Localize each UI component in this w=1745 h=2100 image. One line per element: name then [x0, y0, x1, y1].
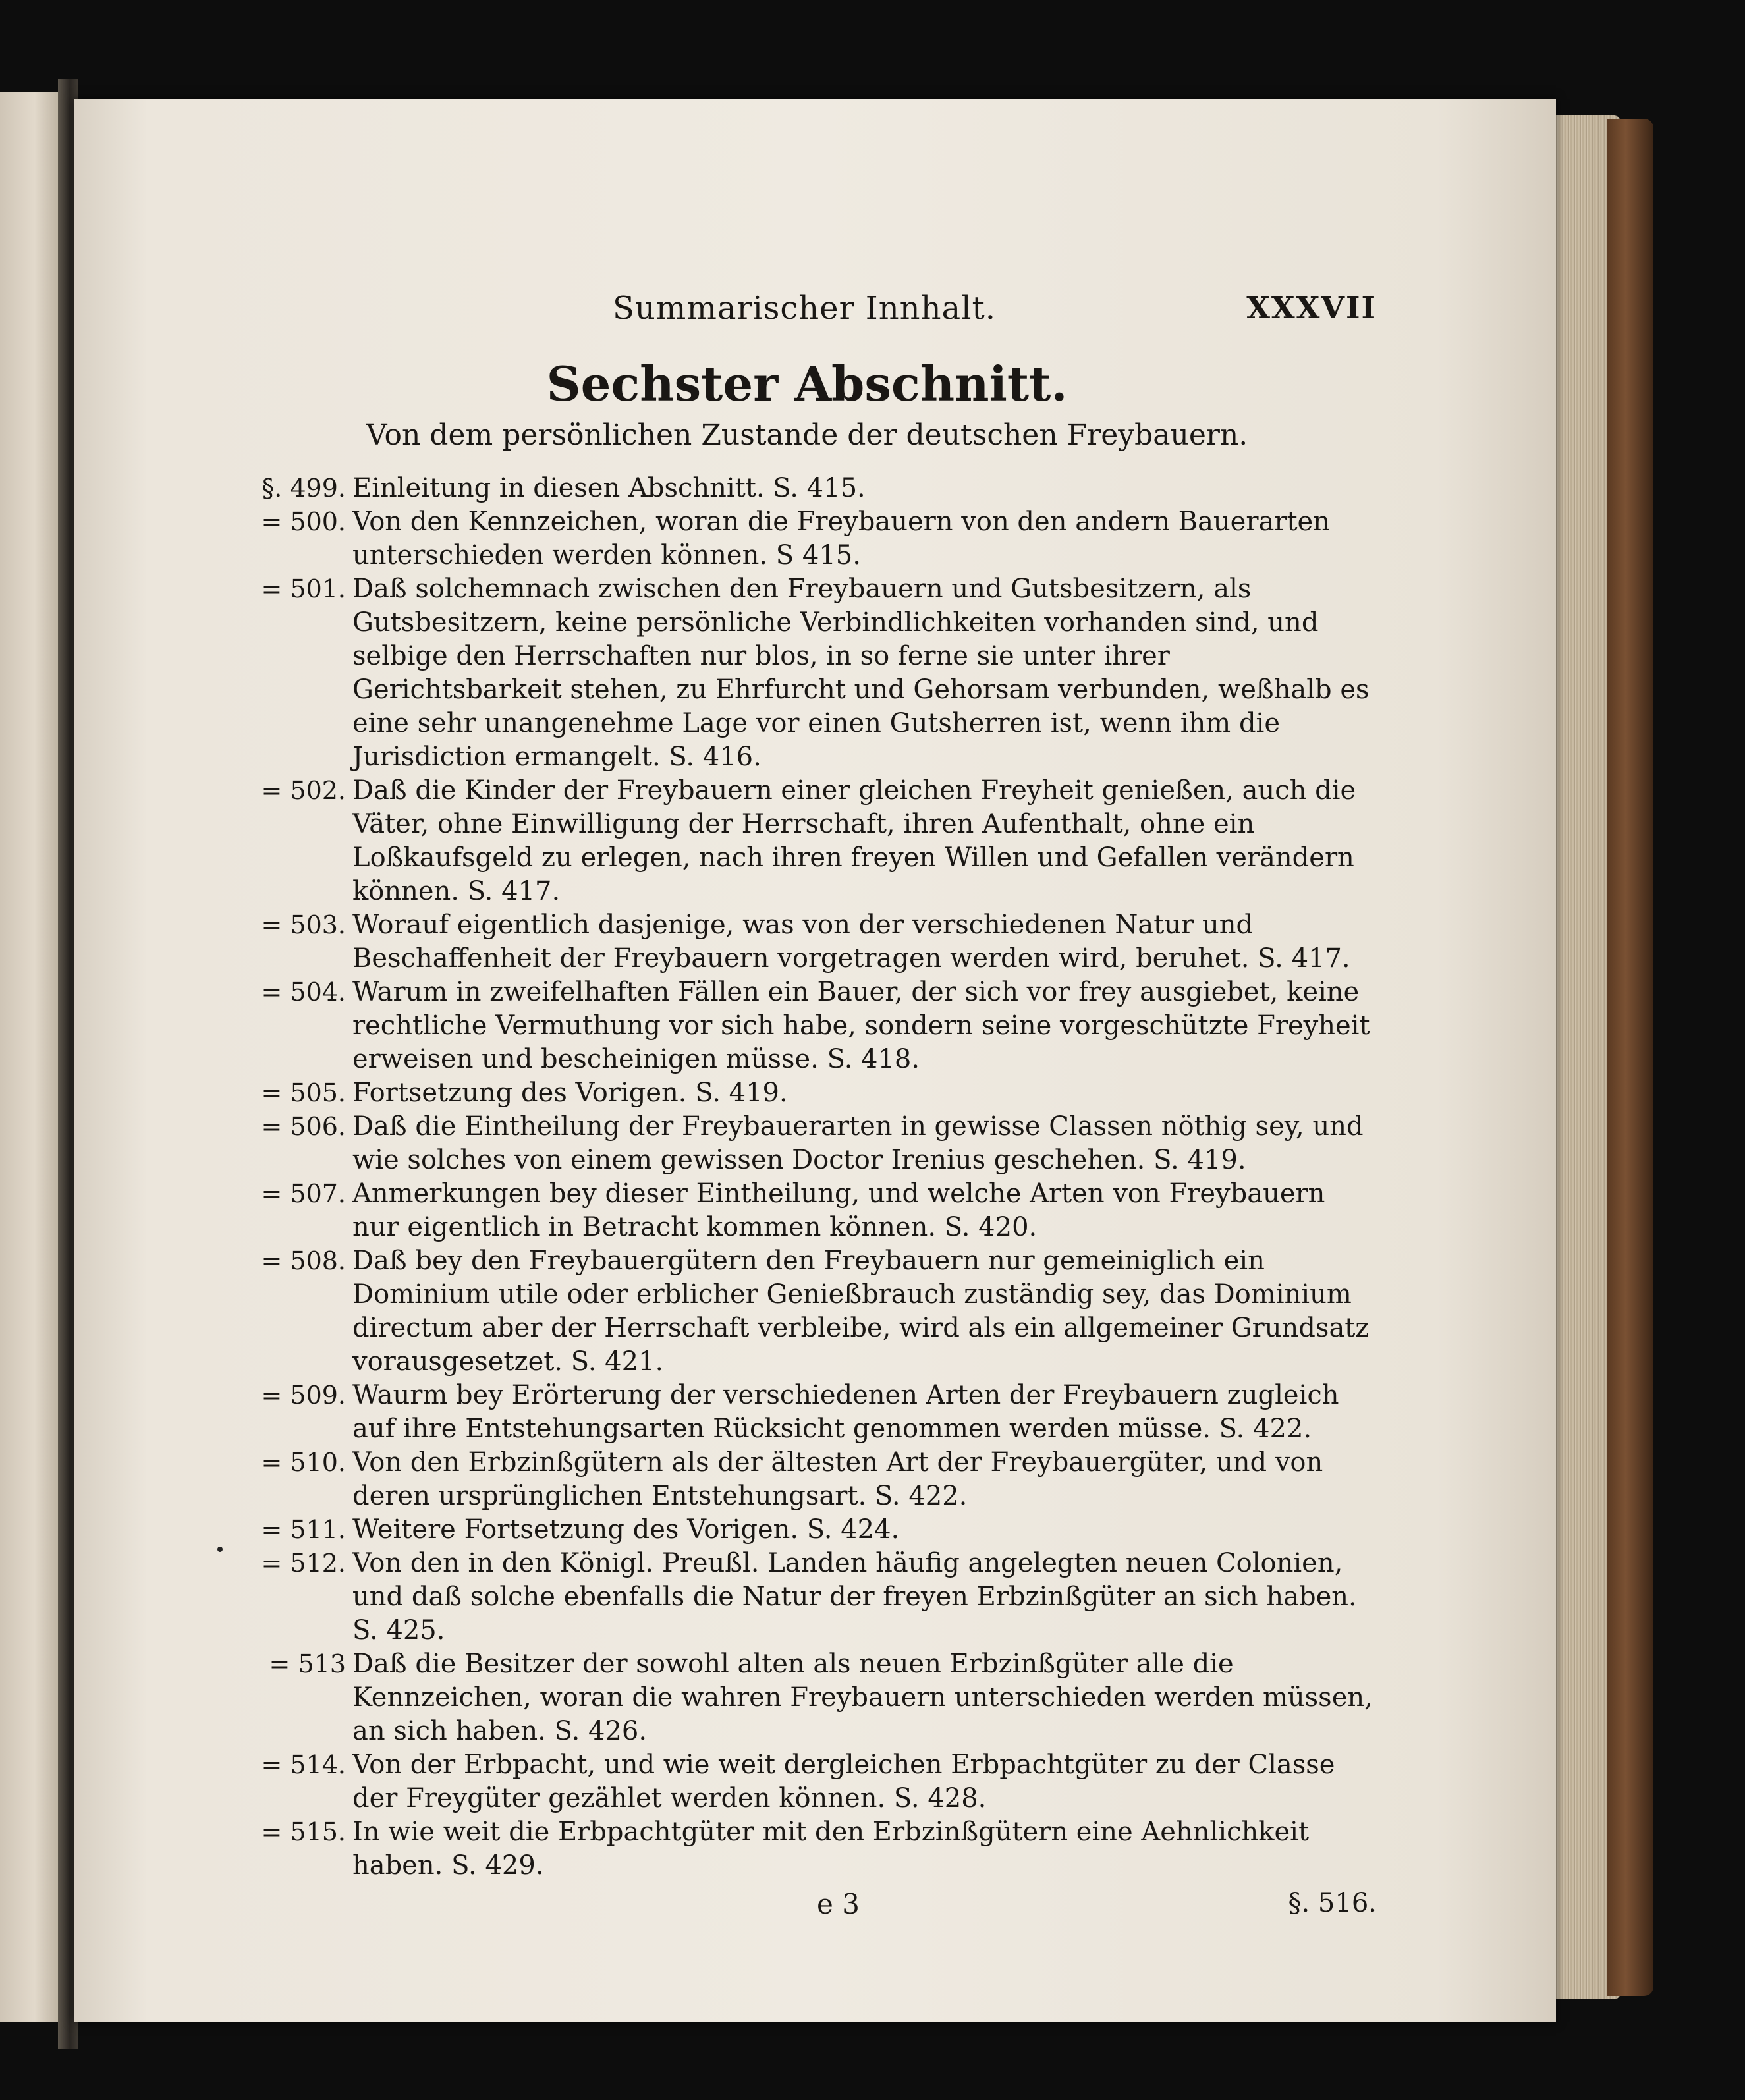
entry-text: Weitere Fortsetzung des Vorigen. S. 424.	[352, 1514, 900, 1545]
entry-number: = 505.	[261, 1078, 346, 1107]
page-number: XXXVII	[1246, 290, 1377, 325]
entry-number: = 507.	[261, 1179, 346, 1208]
signature-mark: e 3	[817, 1888, 860, 1920]
list-item	[237, 505, 1377, 572]
entry-number: = 509.	[261, 1381, 346, 1410]
entry-text: Von den Kennzeichen, woran die Freybauern von den andern Bauerarten unterschieden werden können. S 415.	[352, 507, 1330, 570]
list-item	[237, 1513, 1377, 1547]
entry-number: = 514.	[261, 1750, 346, 1779]
page-content	[237, 290, 1377, 1927]
list-item	[237, 908, 1377, 976]
entry-text: Daß solchemnach zwischen den Freybauern und Gutsbesitzern, als Gutsbesitzern, keine persönliche Verbindlichkeiten vorhanden sind, und selbige den Herrschaften nur blos, in so ferne sie unter ihrer Gerichtsbarkeit stehen, zu Ehrfurcht und Gehorsam verbunden, weßhalb es eine sehr unangenehme Lage vor einen Gutsherren ist, wenn ihm die Jurisdiction ermangelt. S. 416.	[352, 574, 1370, 772]
entry-number: = 500.	[261, 507, 346, 536]
entry-number: = 506.	[261, 1112, 346, 1141]
entry-number: = 502.	[261, 776, 346, 805]
entry-number: = 508.	[261, 1246, 346, 1275]
entry-number: = 512.	[261, 1549, 346, 1578]
list-item	[237, 1076, 1377, 1110]
facing-page-edge	[0, 92, 63, 2022]
section-subtitle: Von dem persönlichen Zustande der deutschen Freybauern.	[366, 418, 1248, 452]
entry-text: Waurm bey Erörterung der verschiedenen Arten der Freybauern zugleich auf ihre Entstehungsarten Rücksicht genommen werden müsse. S. 422.	[352, 1380, 1339, 1444]
list-item	[237, 1748, 1377, 1815]
entry-number: = 510.	[261, 1448, 346, 1477]
entry-number: §. 499.	[262, 474, 346, 503]
list-item	[237, 572, 1377, 774]
list-item	[237, 1547, 1377, 1647]
list-item	[237, 1379, 1377, 1446]
catchword: §. 516.	[1288, 1888, 1377, 1918]
entry-text: Daß die Kinder der Freybauern einer gleichen Freyheit genießen, auch die Väter, ohne Einwilligung der Herrschaft, ihren Aufenthalt, ohne ein Loßkaufsgeld zu erlegen, nach ihren freyen Willen und Gefallen verändern können. S. 417.	[352, 775, 1356, 906]
entry-text: Daß bey den Freybauergütern den Freybauern nur gemeiniglich ein Dominium utile oder erblicher Genießbrauch zuständig sey, das Dominium directum aber der Herrschaft verbleibe, wird als ein allgemeiner Grundsatz vorausgesetzet. S. 421.	[352, 1246, 1370, 1377]
entry-number: = 515.	[261, 1817, 346, 1846]
entry-text: Warum in zweifelhaften Fällen ein Bauer, der sich vor frey ausgiebet, keine rechtliche Vermuthung vor sich habe, sondern seine vorgeschützte Freyheit erweisen und bescheinigen müsse. S. 418.	[352, 977, 1370, 1074]
list-item	[237, 1177, 1377, 1244]
list-item	[237, 1446, 1377, 1513]
entry-number: = 513	[269, 1649, 346, 1678]
entry-text: Anmerkungen bey dieser Eintheilung, und welche Arten von Freybauern nur eigentlich in Betracht kommen können. S. 420.	[352, 1178, 1325, 1242]
entry-text: Von den Erbzinßgütern als der ältesten Art der Freybauergüter, und von deren ursprünglichen Entstehungsart. S. 422.	[352, 1447, 1323, 1511]
entry-number: = 503.	[261, 910, 346, 939]
list-item	[237, 976, 1377, 1076]
entry-text: Daß die Eintheilung der Freybauerarten in gewisse Classen nöthig sey, und wie solches von einem gewissen Doctor Irenius geschehen. S. 419.	[352, 1111, 1364, 1175]
list-item	[237, 1647, 1377, 1748]
list-item	[237, 1110, 1377, 1177]
entry-text: In wie weit die Erbpachtgüter mit den Erbzinßgütern eine Aehnlichkeit haben. S. 429.	[352, 1817, 1310, 1881]
entry-text: Daß die Besitzer der sowohl alten als neuen Erbzinßgüter alle die Kennzeichen, woran die wahren Freybauern unterschieden werden müssen, an sich haben. S. 426.	[352, 1649, 1373, 1746]
entry-text: Einleitung in diesen Abschnitt. S. 415.	[352, 473, 866, 503]
ink-speck	[217, 1547, 223, 1552]
entry-number: = 501.	[261, 574, 346, 603]
entry-list	[237, 472, 1377, 1883]
running-title: Summarischer Innhalt.	[613, 290, 996, 327]
entry-number: = 511.	[261, 1515, 346, 1544]
section-title: Sechster Abschnitt.	[546, 356, 1068, 412]
entry-text: Von der Erbpacht, und wie weit dergleichen Erbpachtgüter zu der Classe der Freygüter gezählet werden können. S. 428.	[352, 1750, 1335, 1813]
entry-text: Worauf eigentlich dasjenige, was von der verschiedenen Natur und Beschaffenheit der Freybauern vorgetragen werden wird, beruhet. S. 417.	[352, 910, 1350, 974]
list-item	[237, 472, 1377, 505]
entry-number: = 504.	[261, 978, 346, 1007]
book-cover-edge	[1607, 119, 1653, 1996]
page-header	[237, 290, 1377, 343]
entry-text: Fortsetzung des Vorigen. S. 419.	[352, 1078, 788, 1108]
list-item	[237, 774, 1377, 908]
entry-text: Von den in den Königl. Preußl. Landen häufig angelegten neuen Colonien, und daß solche ebenfalls die Natur der freyen Erbzinßgüter an sich haben. S. 425.	[352, 1548, 1357, 1645]
page-footer	[237, 1888, 1377, 1927]
list-item	[237, 1815, 1377, 1883]
list-item	[237, 1244, 1377, 1379]
